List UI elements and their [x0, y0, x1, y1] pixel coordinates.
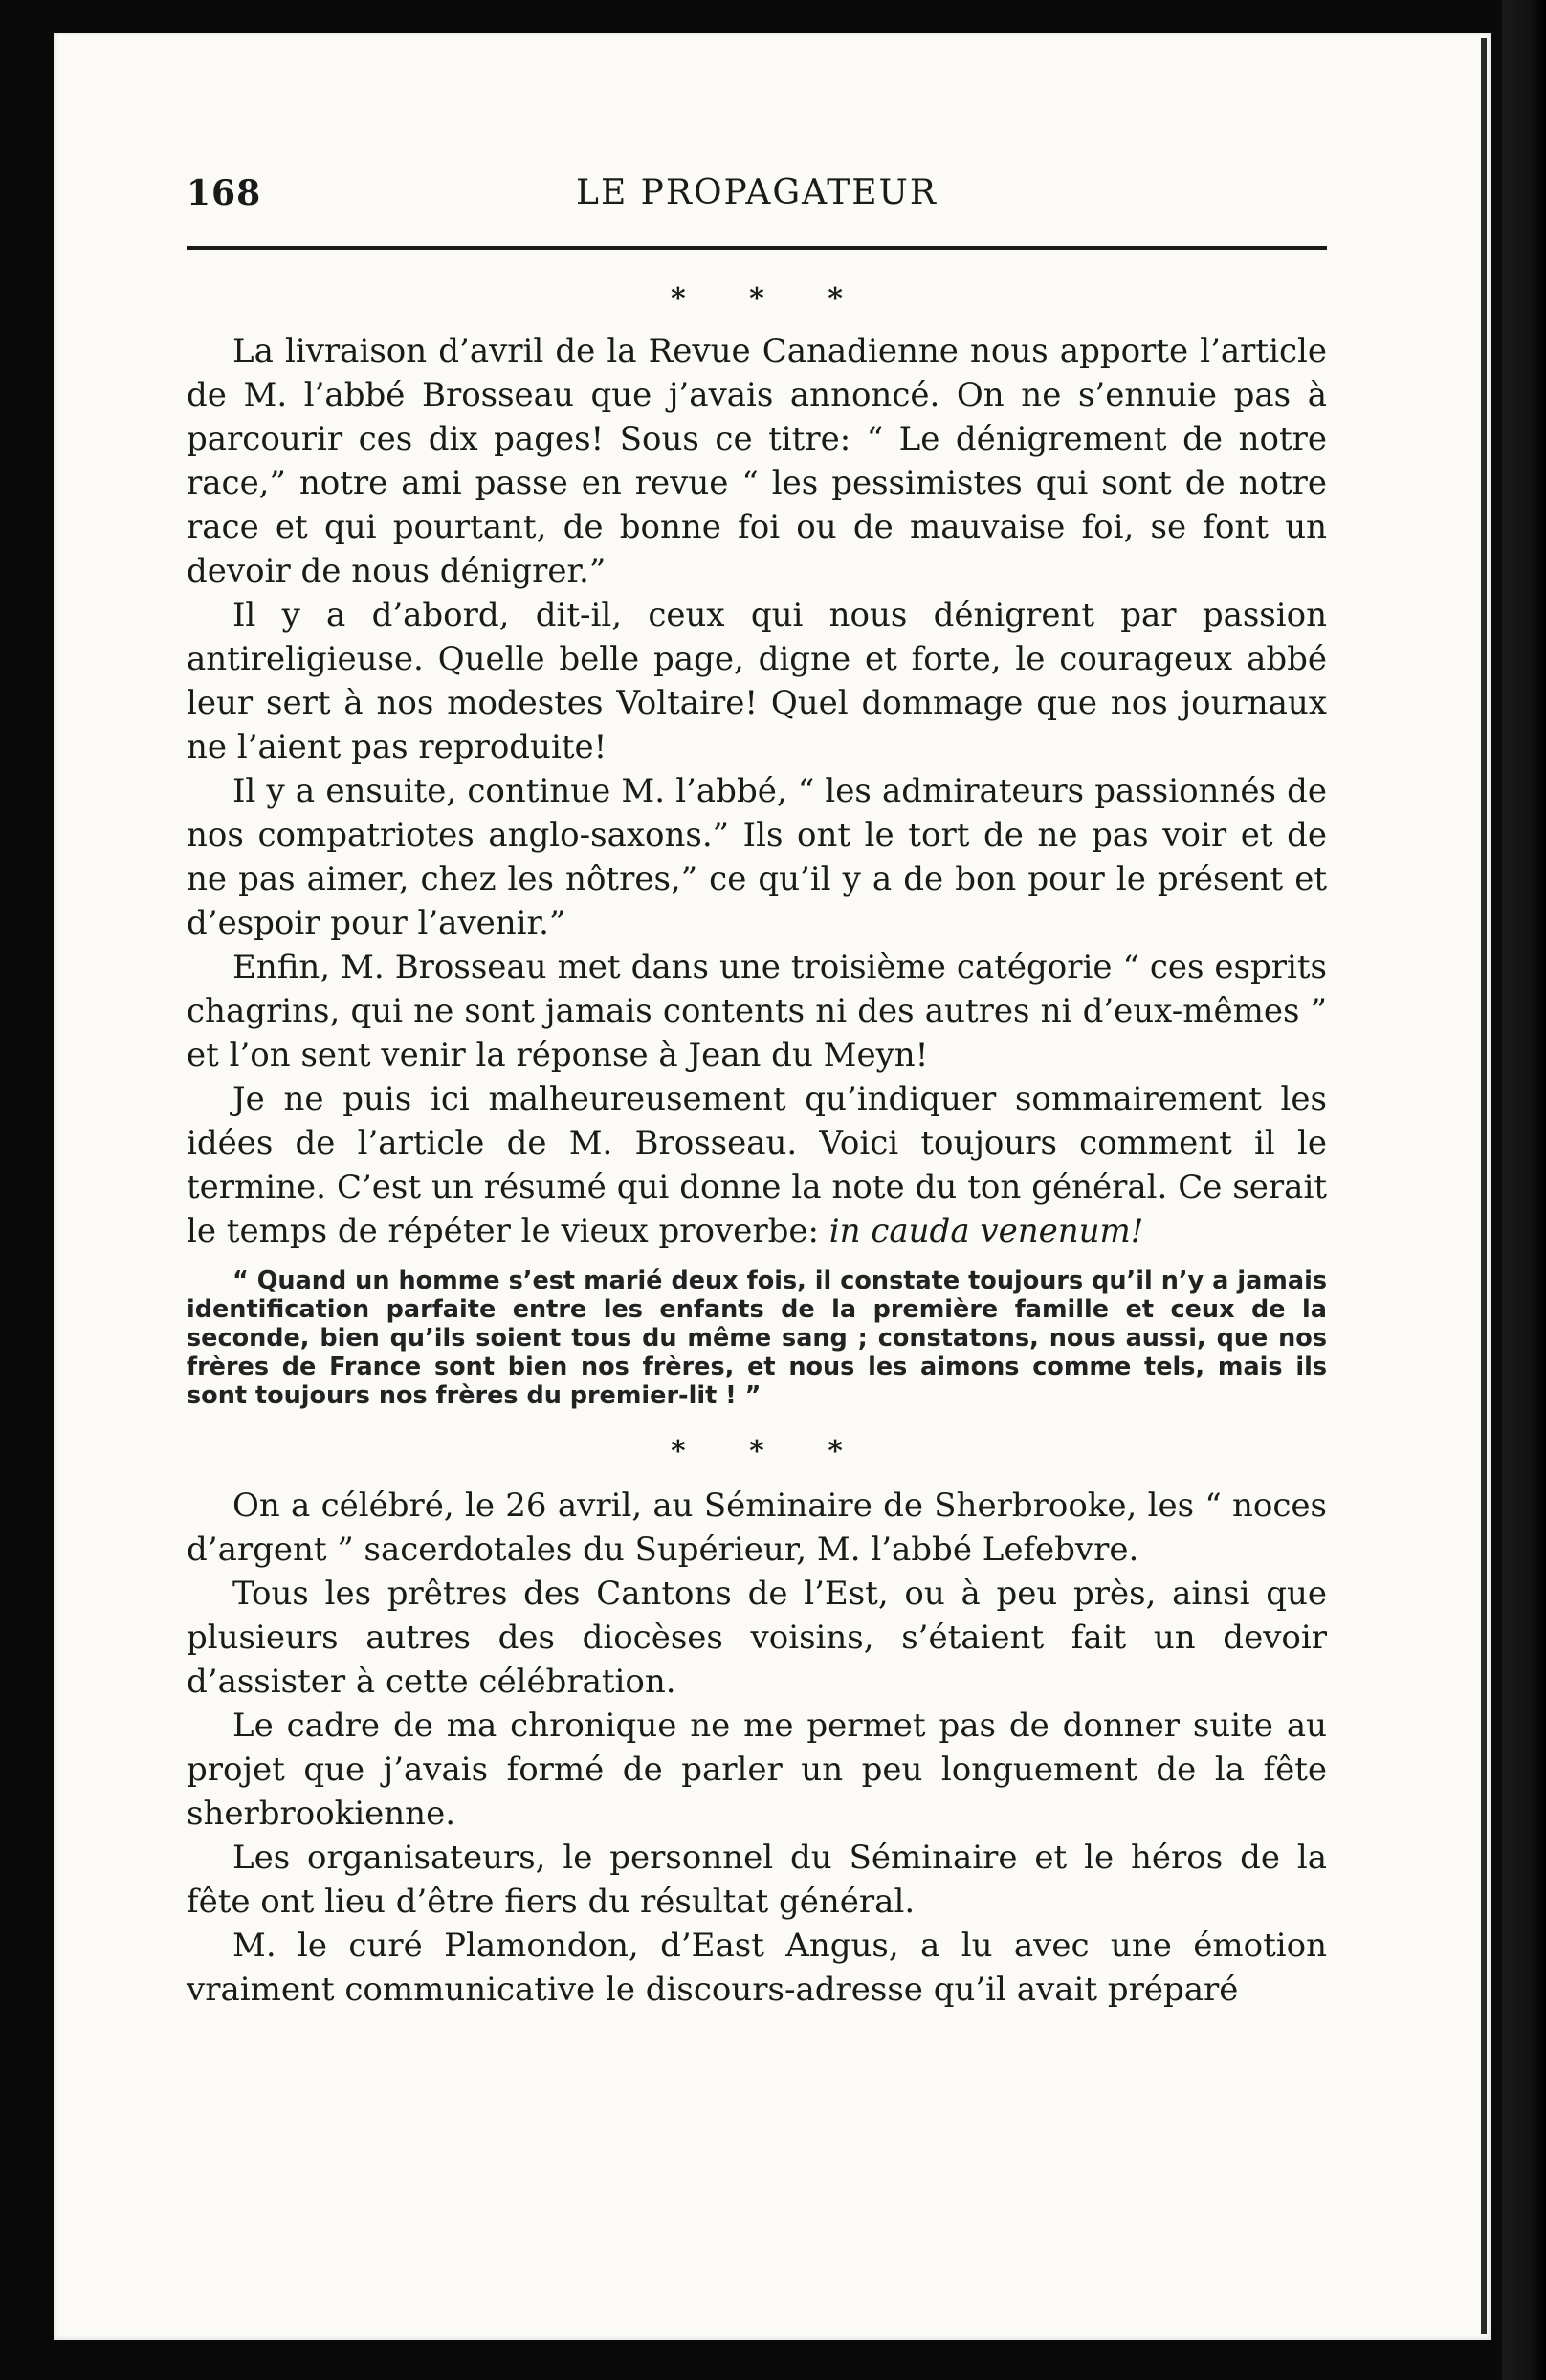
journal-title: LE PROPAGATEUR	[576, 173, 938, 212]
page-edge-shadow	[1481, 38, 1487, 2334]
running-head	[187, 167, 1327, 225]
scan-border	[1502, 0, 1546, 2380]
page-content	[187, 167, 1327, 2012]
paragraph: La livraison d’avril de la Revue Canadienne nous apporte l’article de M. l’abbé Brosseau que j’avais annoncé. On ne s’ennuie pas à parcourir ces dix pages! Sous ce titre: “ Le dénigrement de notre race,” notre ami passe en revue “ les pessimistes qui sont de notre race et qui pourtant, de bonne foi ou de mauvaise foi, se font un devoir de nous dénigrer.”	[187, 332, 1327, 590]
section-separator: * * *	[671, 1435, 870, 1468]
latin-proverb: in cauda venenum!	[828, 1212, 1144, 1250]
paragraph: Il y a ensuite, continue M. l’abbé, “ les admirateurs passionnés de nos compatriotes anglo-saxons.” Ils ont le tort de ne pas voir et de ne pas aimer, chez les nôtres,” ce qu’il y a de bon pour le présent et d’espoir pour l’avenir.”	[187, 772, 1327, 942]
paragraph: M. le curé Plamondon, d’East Angus, a lu avec une émotion vraiment communicative le discours-adresse qu’il avait préparé	[187, 1927, 1327, 2009]
block-quote: “ Quand un homme s’est marié deux fois, il constate toujours qu’il n’y a jamais identification parfaite entre les enfants de la première famille et ceux de la seconde, bien qu’ils soient tous du même sang ; constatons, nous aussi, que nos frères de France sont bien nos frères, et nous les aimons comme tels, mais ils sont toujours nos frères du premier-lit ! ”	[187, 1267, 1327, 1410]
paragraph: Il y a d’abord, dit-il, ceux qui nous dénigrent par passion antireligieuse. Quelle belle page, digne et forte, le courageux abbé leur sert à nos modestes Voltaire! Quel dommage que nos journaux ne l’aient pas reproduite!	[187, 596, 1327, 766]
paragraph-text: Je ne puis ici malheureusement qu’indiquer sommairement les idées de l’article de M. Brosseau. Voici toujours comment il le termine. C’est un résumé qui donne la note du ton général. Ce serait le temps de répéter le vieux proverbe:	[187, 1080, 1327, 1250]
paragraph-with-latin	[187, 1077, 1327, 1253]
header-rule	[187, 246, 1327, 250]
paragraph: On a célébré, le 26 avril, au Séminaire de Sherbrooke, les “ noces d’argent ” sacerdotales du Supérieur, M. l’abbé Lefebvre.	[187, 1487, 1327, 1569]
paragraph: Tous les prêtres des Cantons de l’Est, ou à peu près, ainsi que plusieurs autres des diocèses voisins, s’étaient fait un devoir d’assister à cette célébration.	[187, 1575, 1327, 1701]
paragraph: Le cadre de ma chronique ne me permet pas de donner suite au projet que j’avais formé de parler un peu longuement de la fête sherbrookienne.	[187, 1707, 1327, 1833]
section-separator: * * *	[671, 282, 870, 316]
paragraph: Les organisateurs, le personnel du Séminaire et le héros de la fête ont lieu d’être fiers du résultat général.	[187, 1839, 1327, 1921]
page-number: 168	[187, 173, 262, 213]
paragraph: Enfin, M. Brosseau met dans une troisième catégorie “ ces esprits chagrins, qui ne sont jamais contents ni des autres ni d’eux-mêmes ” et l’on sent venir la réponse à Jean du Meyn!	[187, 948, 1327, 1074]
